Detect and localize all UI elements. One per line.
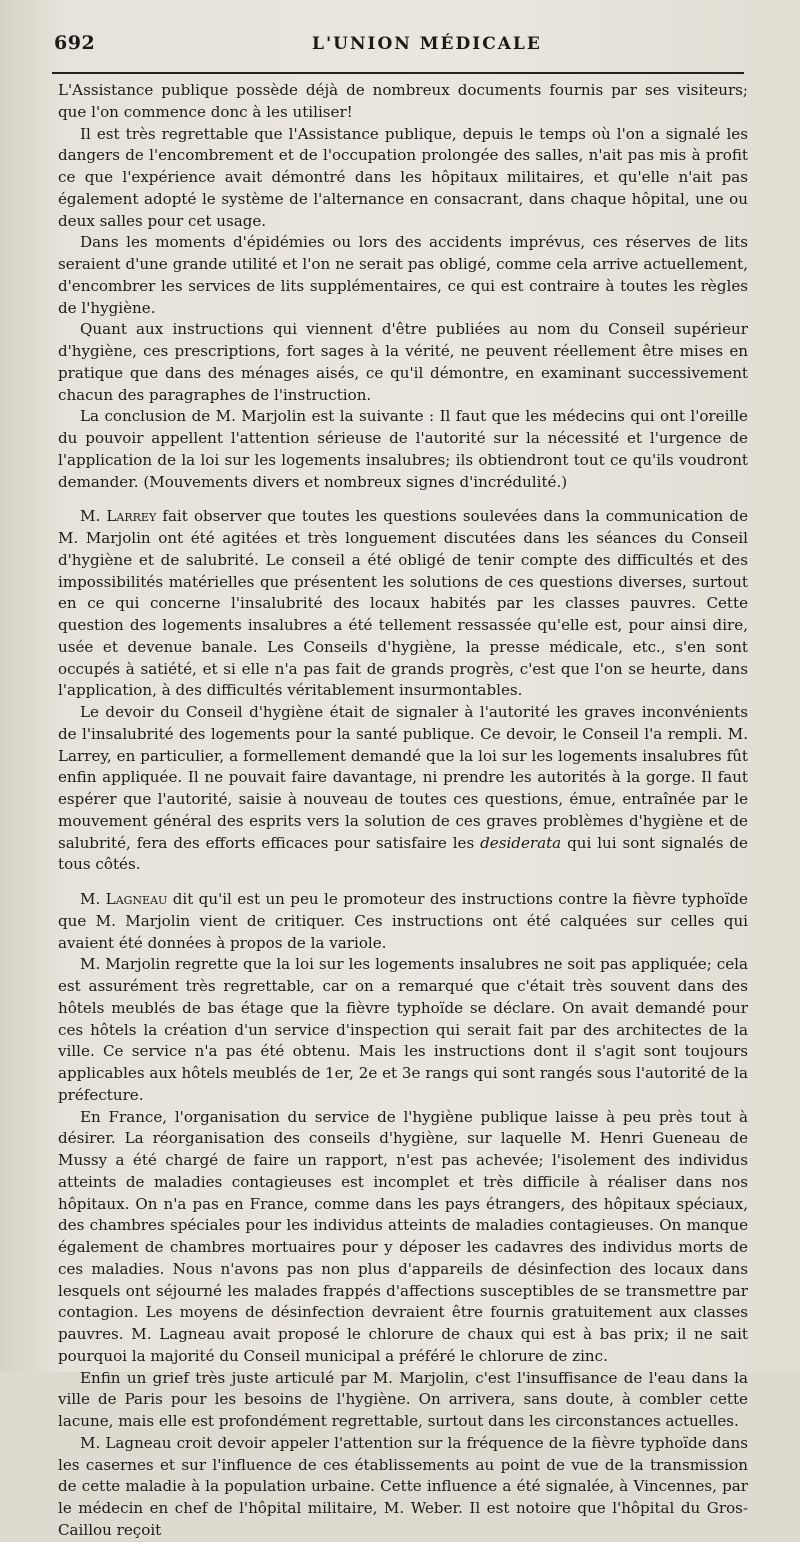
paragraph-text: fait observer que toutes les questions soulevées dans la communication de M. Marjolin ont été agitées et très longuement discutées dans les séances du Conseil d'hygiène et de salubrité. Le conseil a été obligé de tenir compte des difficultés et des impossibilités matérielles que présentent les solutions de ces questions diverses, surtout en ce qui concerne l'insalubrité des locaux habités par les classes pauvres. Cette question des logements insalubres a été tellement ressassée qu'elle est, pour ainsi dire, usée et devenue banale. Les Conseils d'hygiène, la presse médicale, etc., s'en sont occupés à satiété, et si elle n'a pas fait de grands progrès, c'est que l'on se heurte, dans l'application, à des difficultés véritablement insurmontables. (58, 507, 749, 700)
paragraph: L'Assistance publique possède déjà de nombreux documents fournis par ses visiteurs; que l'on commence donc à les utiliser! (58, 81, 748, 121)
paragraph-text: Le devoir du Conseil d'hygiène était de signaler à l'autorité les graves inconvénients de l'insalubrité des logements pour la santé publique. Ce devoir, le Conseil l'a rempli. M. Larrey, en particulier, a formellement demandé que la loi sur les logements insalubres fût enfin appliquée. Il ne pouvait faire davantage, ni prendre les autorités à la gorge. Il faut espérer que l'autorité, saisie à nouveau de toutes ces questions, émue, entraînée par le mouvement général des esprits vers la solution de ces graves problèmes d'hygiène et de salubrité, fera des efforts efficaces pour satisfaire les (58, 703, 748, 852)
paragraph: Quant aux instructions qui viennent d'être publiées au nom du Conseil supérieur d'hygiène, ces prescriptions, fort sages à la vérité, ne peuvent réellement être mises en pratique que dans des ménages aisés, ce qu'il démontre, en examinant successivement chacun des paragraphes de l'instruction. (58, 320, 748, 404)
paragraph: Enfin un grief très juste articulé par M. Marjolin, c'est l'insuffisance de l'eau dans la ville de Paris pour les besoins de l'hygiène. On arrivera, sans doute, à combler cette lacune, mais elle est profondément regrettable, surtout dans les circonstances actuelles. (58, 1368, 748, 1430)
paragraph: Il est très regrettable que l'Assistance publique, depuis le temps où l'on a signalé les dangers de l'encombrement et de l'occupation prolongée des salles, n'ait pas mis à profit ce que l'expérience avait démontré dans les hôpitaux militaires, et qu'elle n'ait pas également adopté le système de l'alternance en consacrant, dans chaque hôpital, une ou deux salles pour cet usage. (58, 124, 748, 230)
italic-term: desiderata (480, 833, 562, 852)
page-number: 692 (54, 32, 96, 54)
running-title: L'UNION MÉDICALE (312, 34, 542, 54)
paragraph: M. Lagneau croit devoir appeler l'attention sur la fréquence de la fièvre typhoïde dans les casernes et sur l'influence de ces établissements au point de vue de la transmission de cette maladie à la population urbaine. Cette influence a été signalée, à Vincennes, par le médecin en chef de l'hôpital militaire, M. Weber. Il est notoire que l'hôpital du Gros-Caillou reçoit (58, 1433, 748, 1539)
paragraph: En France, l'organisation du service de l'hygiène publique laisse à peu près tout à désirer. La réorganisation des conseils d'hygiène, sur laquelle M. Henri Gueneau de Mussy a été chargé de faire un rapport, n'est pas achevée; l'isolement des individus atteints de maladies contagieuses est incomplet et très difficile à réaliser dans nos hôpitaux. On n'a pas en France, comme dans les pays étrangers, des hôpitaux spéciaux, des chambres spéciales pour les individus atteints de maladies contagieuses. On manque également de chambres mortuaires pour y déposer les cadavres des individus morts de ces maladies. Nous n'avons pas non plus d'appareils de désinfection des locaux dans lesquels ont séjourné les malades frappés d'affections susceptibles de se transmettre par contagion. Les moyens de désinfection devraient être fournis gratuitement aux classes pauvres. M. Lagneau avait proposé le chlorure de chaux qui est à bas prix; il ne sait pourquoi la majorité du Conseil municipal a préféré le chlorure de zinc. (58, 1107, 748, 1365)
header-rule (52, 72, 744, 74)
paragraph-text: qui lui sont signalés de tous côtés. (58, 833, 748, 874)
article-body (58, 80, 748, 1542)
speaker-name: M. Larrey (80, 507, 157, 526)
paragraph: M. Marjolin regrette que la loi sur les logements insalubres ne soit pas appliquée; cela est assurément très regrettable, car on a remarqué que c'était très souvent dans des hôtels meublés de bas étage que la fièvre typhoïde se déclare. On avait demandé pour ces hôtels la création d'un service d'inspection qui serait fait par des architectes de la ville. Ce service n'a pas été obtenu. Mais les instructions dont il s'agit sont toujours applicables aux hôtels meublés de 1er, 2e et 3e rangs qui sont rangés sous l'autorité de la préfecture. (58, 955, 748, 1104)
paragraph-text: dit qu'il est un peu le promoteur des instructions contre la fièvre typhoïde que M. Marjolin vient de critiquer. Ces instructions ont été calquées sur celles qui avaient été données à propos de la variole. (58, 890, 748, 952)
paragraph (58, 702, 748, 876)
paragraph: Dans les moments d'épidémies ou lors des accidents imprévus, ces réserves de lits seraient d'une grande utilité et l'on ne serait pas obligé, comme cela arrive actuellement, d'encombrer les services de lits supplémentaires, ce qui est contraire à toutes les règles de l'hygiène. (58, 233, 748, 317)
speaker-name: M. Lagneau (80, 890, 168, 908)
paragraph: La conclusion de M. Marjolin est la suivante : Il faut que les médecins qui ont l'oreille du pouvoir appellent l'attention sérieuse de l'autorité sur la nécessité et l'urgence de l'application de la loi sur les logements insalubres; ils obtiendront tout ce qu'ils voudront demander. (Mouvements divers et nombreux signes d'incrédulité.) (58, 407, 748, 491)
page-header (52, 28, 752, 62)
paragraph (58, 506, 748, 702)
paragraph (58, 889, 748, 954)
